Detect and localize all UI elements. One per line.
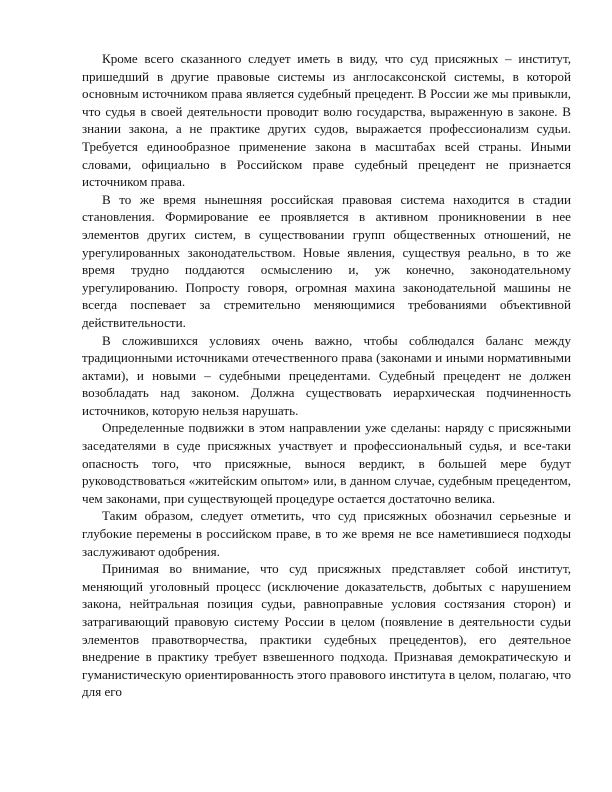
paragraph-6: Принимая во внимание, что суд присяжных представляет собой институт, меняющий уголовный процесс (исключение доказательств, добытых с нарушением закона, нейтральная позиция судьи, равноправные условия состязания сторон) и затрагивающий правовую систему России в целом (появление в деятельности судьи элементов правотворчества, практики судебных прецедентов), его деятельное внедрение в практику требует взвешенного подхода. Признавая демократическую и гуманистическую ориентированность этого правового института в целом, полагаю, что для его: [82, 561, 571, 700]
document-body: [82, 50, 571, 701]
paragraph-5: Таким образом, следует отметить, что суд присяжных обозначил серьезные и глубокие перемены в российском праве, в то же время не все наметившиеся подходы заслуживают одобрения.: [82, 508, 571, 559]
paragraph-3: В сложившихся условиях очень важно, чтобы соблюдался баланс между традиционными источниками отечественного права (законами и иными нормативными актами), и новыми – судебными прецедентами. Судебный прецедент не должен возобладать над законом. Должна существовать иерархическая подчиненность источников, которую нельзя нарушать.: [82, 332, 571, 418]
paragraph-1: Кроме всего сказанного следует иметь в виду, что суд присяжных – институт, пришедший в другие правовые системы из англосаксонской системы, в которой основным источником права является судебный прецедент. В России же мы привыкли, что судья в своей деятельности проводит волю государства, выраженную в законе. В знании закона, а не практике других судов, выражается профессионализм судьи. Требуется единообразное применение закона в масштабах всей страны. Иными словами, официально в Российском праве судебный прецедент не признается источником права.: [82, 51, 571, 190]
paragraph-2: В то же время нынешняя российская правовая система находится в стадии становления. Формирование ее проявляется в активном проникновении в нее элементов других систем, в существовании групп общественных отношений, не урегулированных законодательством. Новые явления, существуя реально, в то же время трудно поддаются осмыслению и, уж конечно, законодательному урегулированию. Попросту говоря, огромная махина законодательной машины не всегда поспевает за стремительно меняющимися требованиями объективной действительности.: [82, 191, 571, 330]
paragraph-4: Определенные подвижки в этом направлении уже сделаны: наряду с присяжными заседателями в суде присяжных участвует и профессиональный судья, и все-таки опасность того, что присяжные, вынося вердикт, в большей мере будут руководствоваться «житейским опытом» или, в данном случае, судебным прецедентом, чем законами, при существующей процедуре остается достаточно велика.: [82, 420, 571, 506]
